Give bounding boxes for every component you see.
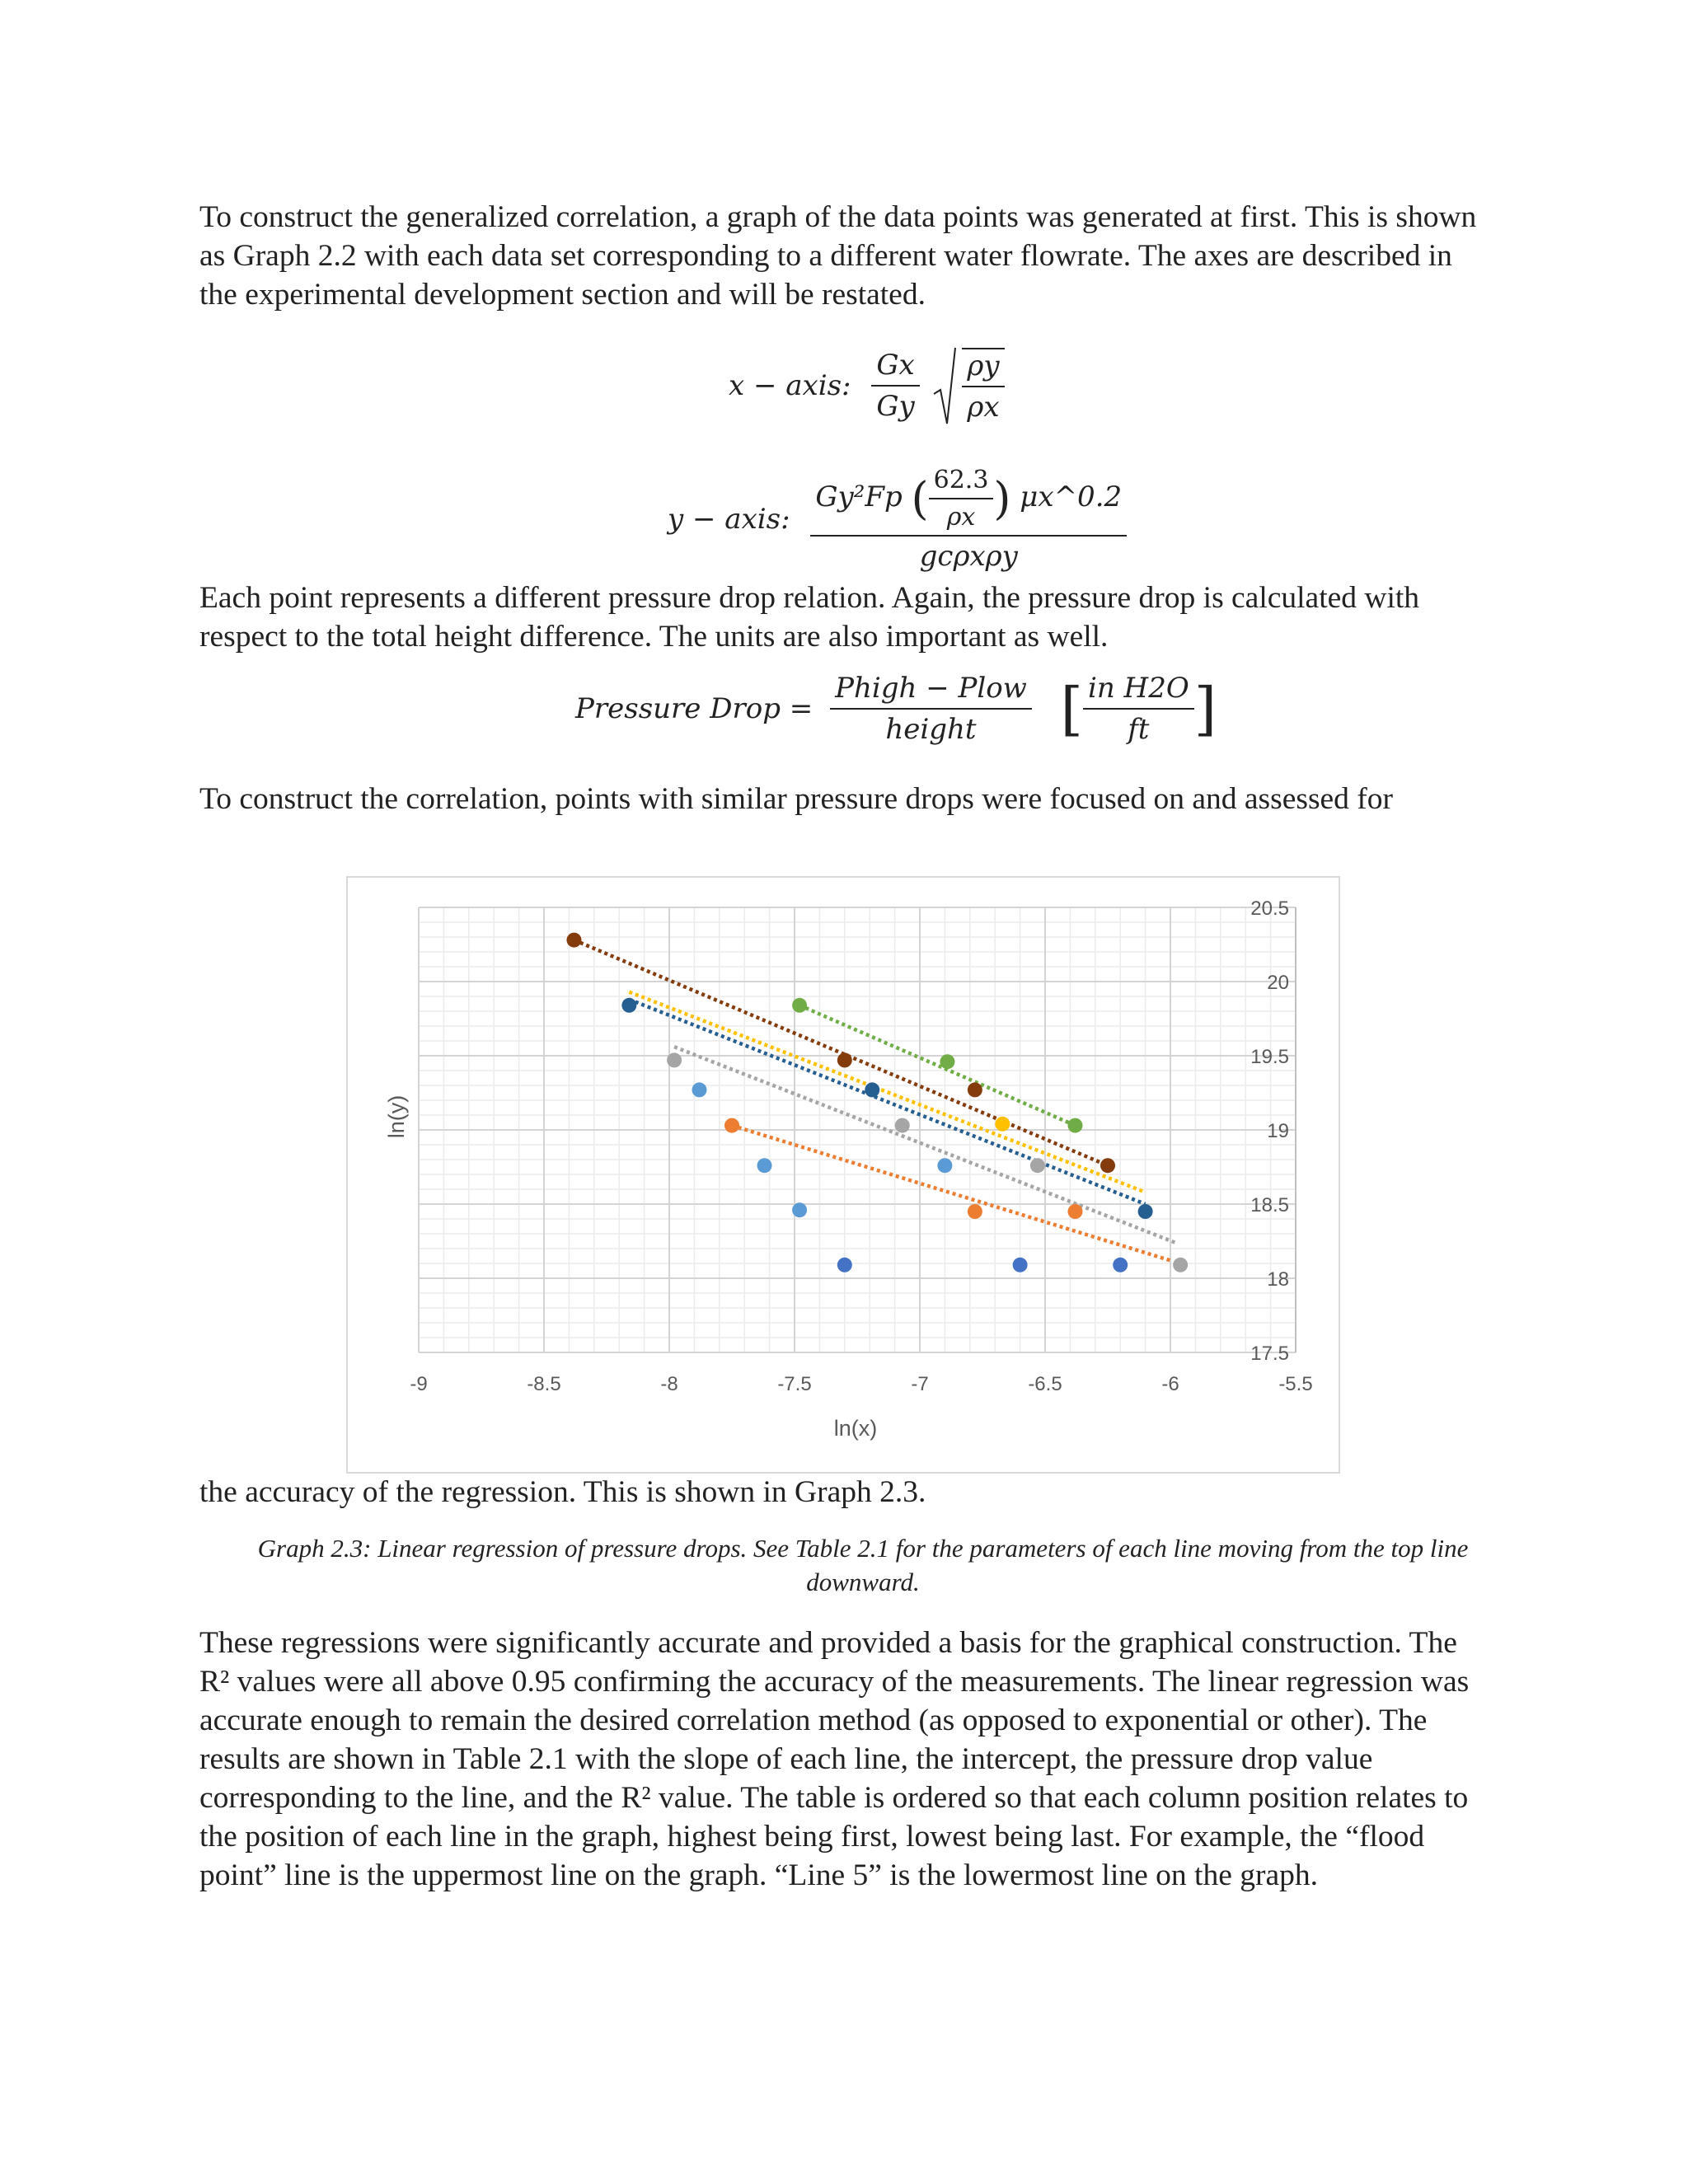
data-point xyxy=(792,1202,807,1217)
data-point xyxy=(895,1118,910,1133)
pressure-drop-equation: Pressure Drop = $\frac{\text{Phigh − Plow}}{\text{height}}$ [ $\frac{\text{in H2O}}{ft}$ ] xyxy=(575,672,1217,746)
pd-unit-fraction xyxy=(1083,672,1194,746)
x-tick-label: -8 xyxy=(660,1373,678,1395)
chart-ticks xyxy=(410,898,1312,1395)
data-point xyxy=(937,1158,952,1173)
y-tick-label: 20.5 xyxy=(1250,898,1289,920)
x-tick-label: -6 xyxy=(1161,1373,1179,1395)
x-axis-fraction xyxy=(871,349,919,423)
x-tick-label: -7 xyxy=(911,1373,929,1395)
paragraph-3: To construct the correlation, points with similar pressure drops were focused on and assessed for xyxy=(199,782,1394,816)
data-point xyxy=(1030,1158,1045,1173)
x-num: Gx xyxy=(871,349,919,387)
x-rad-fraction xyxy=(962,348,1004,424)
data-point xyxy=(757,1158,772,1173)
pd-fraction xyxy=(830,672,1032,746)
y-tick-label: 19 xyxy=(1267,1120,1289,1142)
data-point xyxy=(1113,1258,1128,1272)
data-point xyxy=(692,1082,706,1097)
y-den: gcρxρy xyxy=(919,540,1018,573)
data-point xyxy=(1067,1204,1082,1219)
data-point xyxy=(837,1258,852,1272)
x-axis-title: ln(x) xyxy=(833,1416,878,1441)
data-point xyxy=(995,1117,1010,1132)
radical-sign-icon xyxy=(932,344,957,427)
data-point xyxy=(667,1052,682,1067)
chart-grid xyxy=(419,907,1296,1352)
data-point xyxy=(968,1204,982,1219)
y-tick-label: 18 xyxy=(1267,1268,1289,1291)
paragraph-5: These regressions were significantly accurate and provided a basis for the graphical construction. The R² values were all above 0.95 confirming the accuracy of the measurements. The linear regression was accurate enough to remain the desired correlation method (as opposed to exponential or other). The results are shown in Table 2.1 with the slope of each line, the intercept, the pressure drop value corresponding to the line, and the R² value. The table is ordered so that each column position relates to the position of each line in the graph, highest being first, lowest being last. For example, the “flood point” line is the uppermost line on the graph. “Line 5” is the lowermost line on the graph. xyxy=(199,1626,1470,1892)
y-num-b: μx^0.2 xyxy=(1020,480,1123,513)
y-paren-den: ρx xyxy=(946,503,976,532)
pd-unit-den: ft xyxy=(1128,713,1150,746)
y-paren-fraction xyxy=(929,466,994,532)
x-axis-root xyxy=(932,344,1005,427)
data-point xyxy=(940,1054,954,1069)
paragraph-1: To construct the generalized correlation, a graph of the data points was generated at first. This is shown as Graph 2.2 with each data set corresponding to a different water flowrate. The axes are described in the experimental development section and will be restated. xyxy=(199,200,1477,312)
trendline xyxy=(629,1000,1145,1204)
data-point xyxy=(837,1052,852,1067)
y-num-a: Gy²Fp xyxy=(815,480,903,513)
data-point xyxy=(968,1082,982,1097)
y-tick-label: 19.5 xyxy=(1250,1046,1289,1068)
data-point xyxy=(1138,1204,1153,1219)
chart-graph-2-3 xyxy=(346,876,1340,1474)
y-axis-equation xyxy=(668,466,1127,573)
y-axis-label: y − axis: xyxy=(668,503,790,536)
x-rad-num: ρy xyxy=(962,349,1004,387)
y-num: Gy²Fp ( $\frac{62.3}{\rho x}$ ) μx^0.2 xyxy=(810,466,1127,537)
y-tick-label: 18.5 xyxy=(1250,1194,1289,1216)
y-axis-title: ln(y) xyxy=(384,1094,409,1139)
graph-caption: Graph 2.3: Linear regression of pressure drops. See Table 2.1 for the parameters of each line moving from the top line downward. xyxy=(257,1534,1469,1596)
paragraph-2: Each point represents a different pressure drop relation. Again, the pressure drop is calculated with respect to the total height difference. The units are also important as well. xyxy=(199,581,1420,654)
trendline xyxy=(574,940,1108,1166)
pd-unit-num: in H2O xyxy=(1083,672,1194,710)
y-axis-fraction xyxy=(810,466,1127,573)
y-tick-label: 17.5 xyxy=(1250,1343,1289,1365)
y-tick-label: 20 xyxy=(1267,972,1289,994)
x-den: Gy xyxy=(876,390,915,423)
trendline xyxy=(732,1126,1170,1261)
chart-svg xyxy=(348,878,1342,1475)
x-axis-equation xyxy=(729,344,1005,427)
data-point xyxy=(1067,1118,1082,1133)
pd-label: Pressure Drop = xyxy=(575,692,814,725)
paragraph-4: the accuracy of the regression. This is shown in Graph 2.3. xyxy=(199,1475,926,1509)
data-point xyxy=(865,1082,879,1097)
data-point xyxy=(1100,1158,1115,1173)
data-point xyxy=(724,1118,739,1133)
x-tick-label: -8.5 xyxy=(527,1373,561,1395)
data-point xyxy=(792,998,807,1013)
x-tick-label: -5.5 xyxy=(1278,1373,1313,1395)
data-point xyxy=(621,998,636,1013)
x-tick-label: -9 xyxy=(410,1373,428,1395)
pd-den: height xyxy=(885,713,977,746)
data-point xyxy=(566,933,581,948)
x-rad-den: ρx xyxy=(967,391,1000,424)
pd-num: Phigh − Plow xyxy=(830,672,1032,710)
x-axis-label: x − axis: xyxy=(729,369,851,402)
data-point xyxy=(1013,1258,1028,1272)
trendline xyxy=(629,992,1145,1193)
y-paren-num: 62.3 xyxy=(929,466,994,499)
x-tick-label: -7.5 xyxy=(777,1373,812,1395)
x-tick-label: -6.5 xyxy=(1028,1373,1062,1395)
data-point xyxy=(1173,1258,1188,1272)
